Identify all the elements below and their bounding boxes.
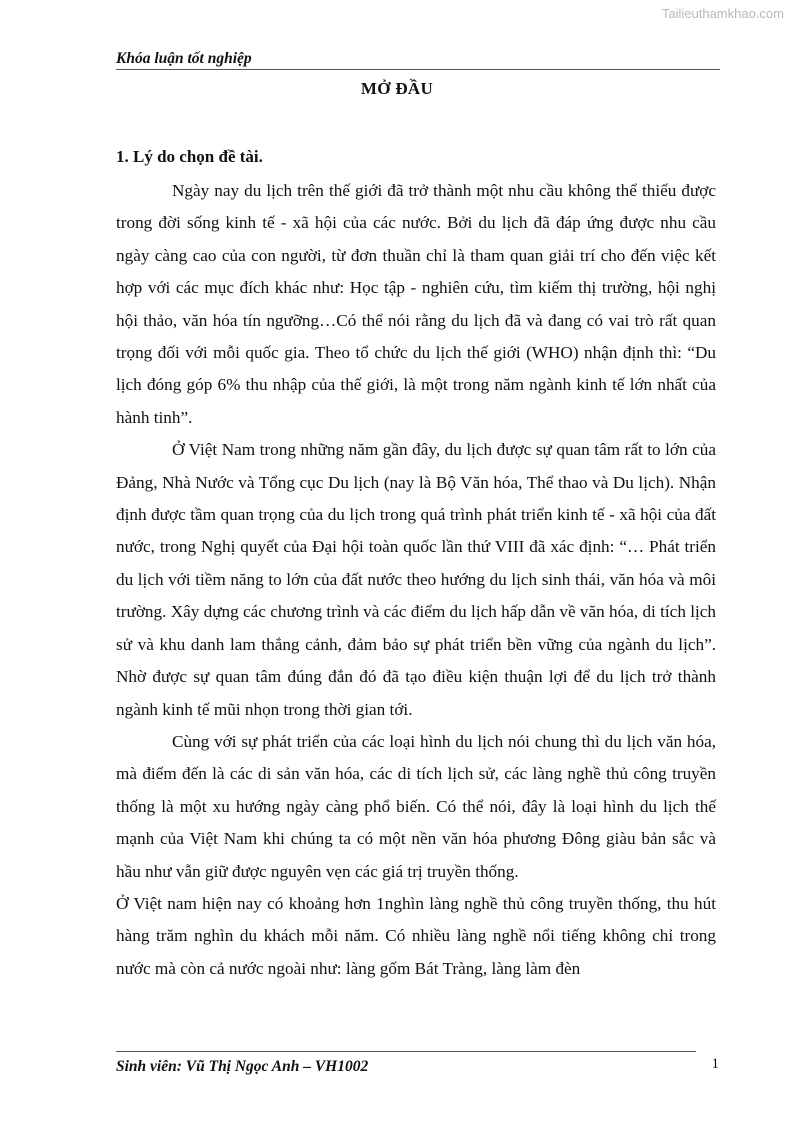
document-body bbox=[116, 175, 716, 985]
watermark: Tailieuthamkhao.com bbox=[661, 6, 784, 21]
paragraph-4: Ở Việt nam hiện nay có khoảng hơn 1nghìn làng nghề thủ công truyền thống, thu hút hàng trăm nghìn du khách mỗi năm. Có nhiều làng nghề nổi tiếng không chỉ trong nước mà còn cả nước ngoài như: làng gốm Bát Tràng, làng làm đèn bbox=[116, 893, 716, 978]
section-heading: 1. Lý do chọn đề tài. bbox=[116, 147, 263, 166]
page-title: MỞ ĐẦU bbox=[360, 79, 434, 98]
page-header bbox=[116, 50, 720, 70]
footer-author: Sinh viên: Vũ Thị Ngọc Anh – VH1002 bbox=[116, 1058, 369, 1075]
page-number: 1 bbox=[711, 1056, 719, 1072]
footer-rule bbox=[116, 1051, 696, 1052]
paragraph-3: Cùng với sự phát triển của các loại hình du lịch nói chung thì du lịch văn hóa, mà điểm đến là các di sản văn hóa, các di tích lịch sử, các làng nghề thủ công truyền thống là một xu hướng ngày càng phổ biến. Có thể nói, đây là loại hình du lịch thế mạnh của Việt Nam khi chúng ta có một nền văn hóa phương Đông giàu bản sắc và hầu như vẫn giữ được nguyên vẹn các giá trị truyền thống. bbox=[116, 731, 716, 881]
paragraph-2: Ở Việt Nam trong những năm gần đây, du lịch được sự quan tâm rất to lớn của Đảng, Nhà Nước và Tổng cục Du lịch (nay là Bộ Văn hóa, Thể thao và Du lịch). Nhận định được tầm quan trọng của du lịch trong quá trình phát triển kinh tế - xã hội của đất nước, trong Nghị quyết của Đại hội toàn quốc lần thứ VIII đã xác định: “… Phát triển du lịch với tiềm năng to lớn của đất nước theo hướng du lịch sinh thái, văn hóa và môi trường. Xây dựng các chương trình và các điểm du lịch hấp dẫn về văn hóa, di tích lịch sử và khu danh lam thắng cảnh, đảm bảo sự phát triển bền vững của ngành du lịch”. Nhờ được sự quan tâm đúng đắn đó đã tạo điều kiện thuận lợi để du lịch trở thành ngành kinh tế mũi nhọn trong thời gian tới. bbox=[116, 440, 716, 719]
header-rule bbox=[116, 69, 720, 70]
header-title: Khóa luận tốt nghiệp bbox=[116, 50, 252, 67]
paragraph-1: Ngày nay du lịch trên thế giới đã trở thành một nhu cầu không thể thiếu được trong đời sống kinh tế - xã hội của các nước. Bởi du lịch đã đáp ứng được nhu cầu ngày càng cao của con người, từ đơn thuần chỉ là tham quan giải trí cho đến việc kết hợp với các mục đích khác như: Học tập - nghiên cứu, tìm kiếm thị trường, hội nghị hội thảo, văn hóa tín ngưỡng…Có thể nói rằng du lịch đã và đang có vai trò rất quan trọng đối với mỗi quốc gia. Theo tổ chức du lịch thế giới (WHO) nhận định thì: “Du lịch đóng góp 6% thu nhập của thế giới, là một trong năm ngành kinh tế lớn nhất của hành tinh”. bbox=[116, 181, 716, 427]
page-footer bbox=[116, 1051, 720, 1076]
